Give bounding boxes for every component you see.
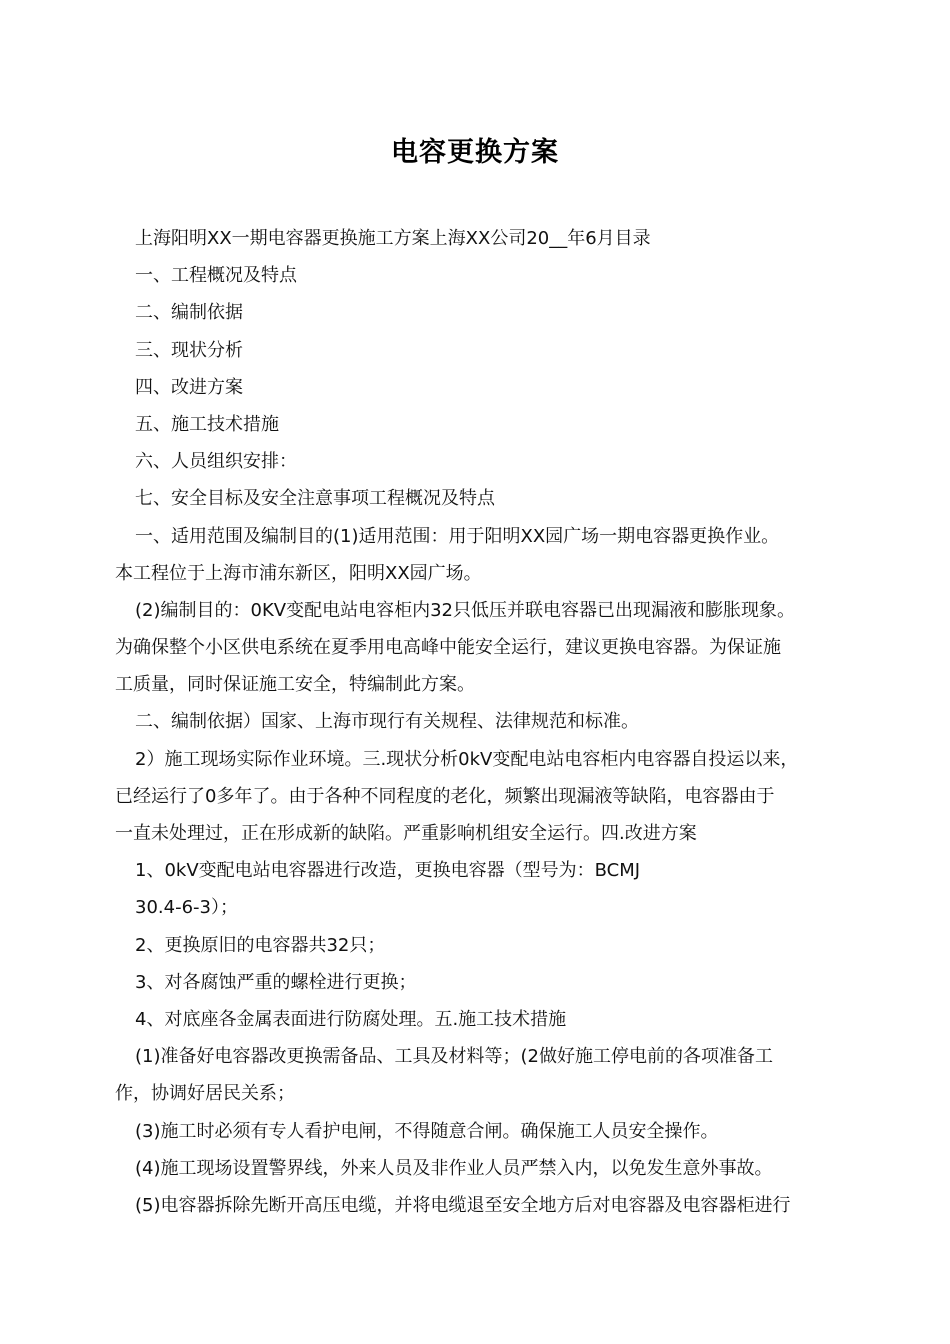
text-line: 作，协调好居民关系； [115, 1083, 295, 1105]
text-line: (2)编制目的：0KV变配电站电容柜内32只低压并联电容器已出现漏液和膨胀现象。 [135, 599, 795, 621]
text-line: 一、适用范围及编制目的(1)适用范围：用于阳明XX园广场一期电容器更换作业。 [135, 525, 780, 547]
text-line: 七、安全目标及安全注意事项工程概况及特点 [135, 488, 495, 510]
text-line: 1、0kV变配电站电容器进行改造，更换电容器（型号为：BCMJ [135, 860, 641, 882]
text-line: 一、工程概况及特点 [135, 265, 297, 287]
text-line: 四、改进方案 [135, 376, 243, 398]
text-line: 为确保整个小区供电系统在夏季用电高峰中能安全运行，建议更换电容器。为保证施 [115, 637, 781, 659]
text-line: 4、对底座各金属表面进行防腐处理。五.施工技术措施 [135, 1008, 567, 1030]
text-line: 已经运行了0多年了。由于各种不同程度的老化，频繁出现漏液等缺陷，电容器由于 [115, 785, 775, 807]
text-line: 一直未处理过，正在形成新的缺陷。严重影响机组安全运行。四.改进方案 [115, 823, 697, 844]
text-line: 本工程位于上海市浦东新区，阳明XX园广场。 [115, 562, 482, 584]
text-line: 上海阳明XX一期电容器更换施工方案上海XX公司20__年6月目录 [135, 228, 651, 249]
text-line: 三、现状分析 [135, 339, 243, 361]
text-line: 3、对各腐蚀严重的螺栓进行更换； [135, 971, 417, 993]
text-line: 2）施工现场实际作业环境。三.现状分析0kV变配电站电容柜内电容器自投运以来， [135, 748, 799, 770]
text-line: 五、施工技术措施 [135, 413, 279, 435]
text-line: 工质量，同时保证施工安全，特编制此方案。 [115, 674, 475, 696]
text-line: (1)准备好电容器改更换需备品、工具及材料等；(2做好施工停电前的各项准备工 [135, 1046, 773, 1068]
document-title: 电容更换方案 [391, 137, 559, 168]
text-line: (4)施工现场设置警界线，外来人员及非作业人员严禁入内，以免发生意外事故。 [135, 1157, 773, 1179]
text-line: 2、更换原旧的电容器共32只； [135, 934, 386, 956]
text-line: 六、人员组织安排： [135, 451, 297, 473]
text-line: 二、编制依据 [135, 302, 243, 324]
text-line: (3)施工时必须有专人看护电闸，不得随意合闸。确保施工人员安全操作。 [135, 1120, 719, 1142]
text-line: 30.4-6-3）； [135, 897, 238, 919]
text-line: 二、编制依据）国家、上海市现行有关规程、法律规范和标准。 [135, 711, 639, 733]
text-line: (5)电容器拆除先断开高压电缆，并将电缆退至安全地方后对电容器及电容器柜进行 [135, 1194, 791, 1216]
document-body [115, 220, 837, 1224]
